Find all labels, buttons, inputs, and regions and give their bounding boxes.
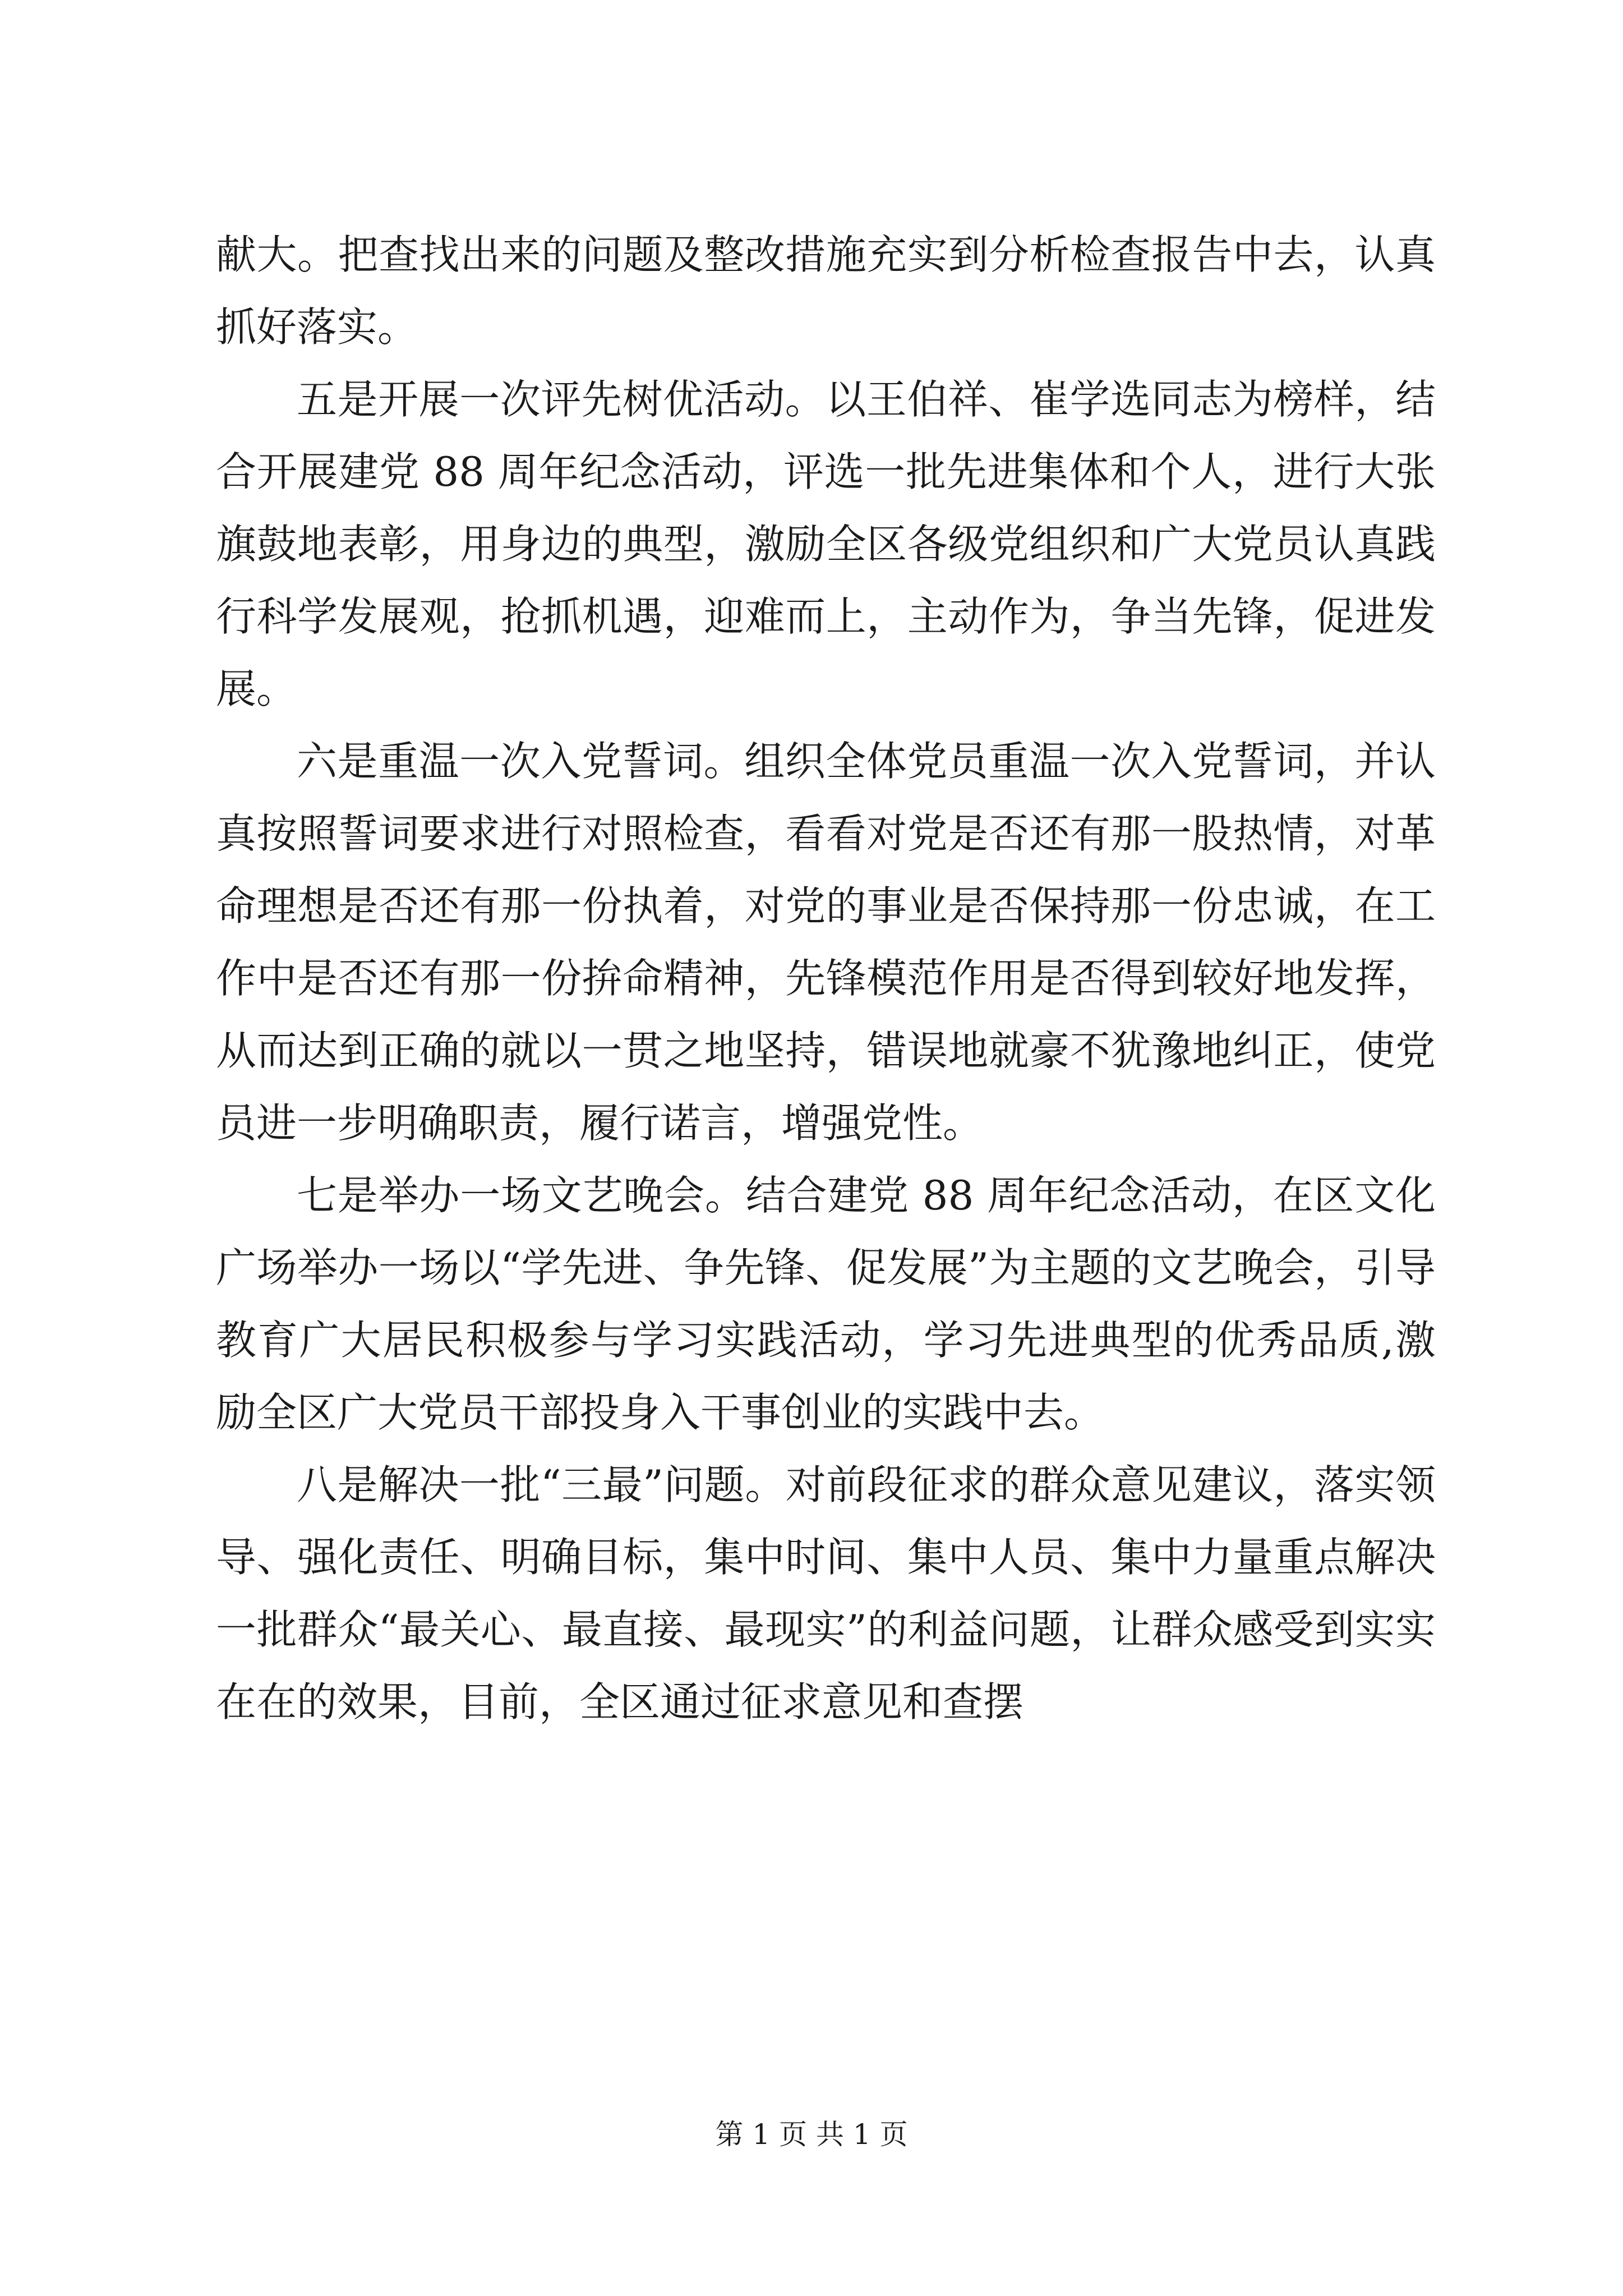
page-footer: 第 1 页 共 1 页 [715, 2118, 908, 2151]
paragraph-5: 八是解决一批“三最”问题。对前段征求的群众意见建议，落实领导、强化责任、明确目标，集中时间、集中人员、集中力量重点解决一批群众“最关心、最直接、最现实”的利益问题，让群众感受到实实在在的效果，目前，全区通过征求意见和查摆 [216, 1461, 1436, 1726]
paragraph-1: 献大。把查找出来的问题及整改措施充实到分析检查报告中去，认真抓好落实。 [216, 231, 1436, 351]
paragraph-2: 五是开展一次评先树优活动。以王伯祥、崔学选同志为榜样，结合开展建党 88 周年纪念活动，评选一批先进集体和个人，进行大张旗鼓地表彰，用身边的典型，激励全区各级党组织和广大党员认真践行科学发展观，抢抓机遇，迎难而上，主动作为，争当先锋，促进发展。 [216, 376, 1436, 712]
paragraph-4: 七是举办一场文艺晚会。结合建党 88 周年纪念活动，在区文化广场举办一场以“学先进、争先锋、促发展”为主题的文艺晚会，引导教育广大居民积极参与学习实践活动，学习先进典型的优秀品质,激励全区广大党员干部投身入干事创业的实践中去。 [216, 1172, 1436, 1436]
paragraph-3: 六是重温一次入党誓词。组织全体党员重温一次入党誓词，并认真按照誓词要求进行对照检查，看看对党是否还有那一股热情，对革命理想是否还有那一份执着，对党的事业是否保持那一份忠诚，在工作中是否还有那一份拚命精神，先锋模范作用是否得到较好地发挥，从而达到正确的就以一贯之地坚持，错误地就豪不犹豫地纠正，使党员进一步明确职责，履行诺言，增强党性。 [216, 738, 1436, 1147]
document-body [216, 219, 1436, 1738]
